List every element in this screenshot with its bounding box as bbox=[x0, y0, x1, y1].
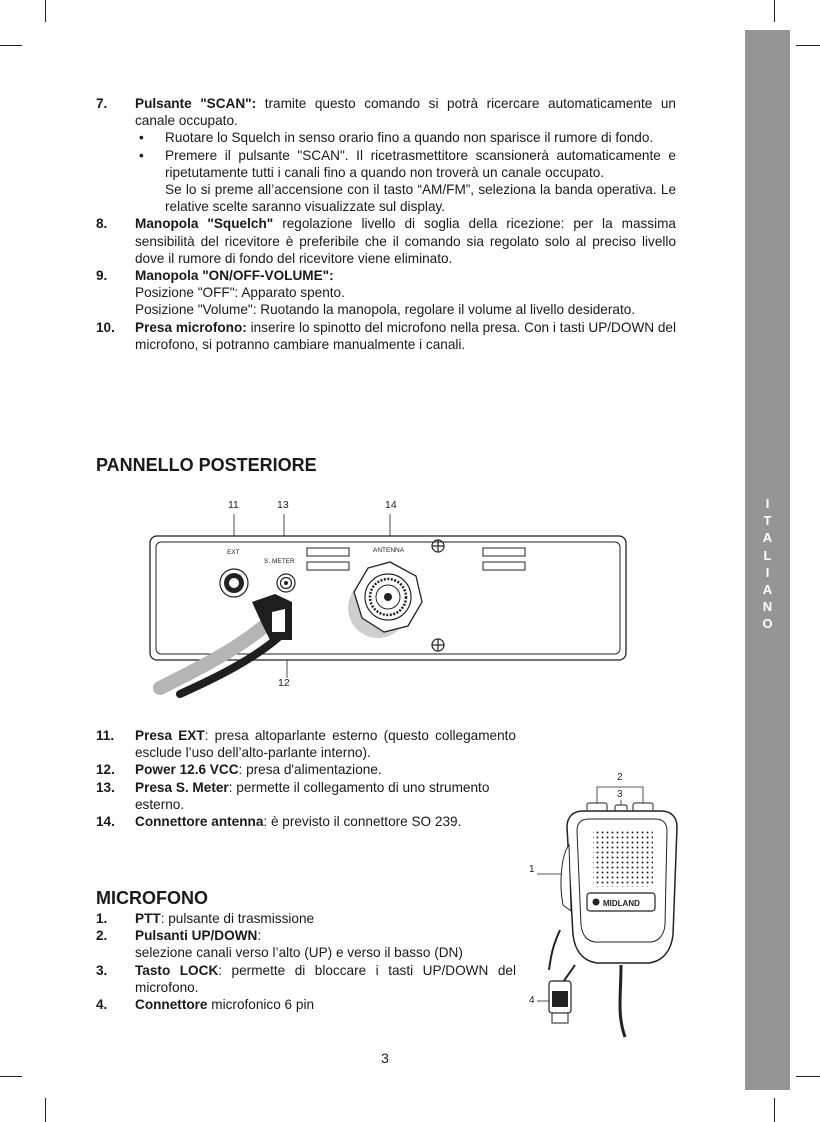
item-text: Posizione "Volume": Ruotando la manopola, regolare il volume al livello desiderato. bbox=[135, 302, 636, 318]
item-text: inserire lo spinotto del microfono nella presa. Con i tasti UP/DOWN del microfono, si potranno cambiare manualmente i canali. bbox=[135, 319, 677, 352]
item-number: 11. bbox=[96, 728, 115, 743]
item-text: : è previsto il connettore SO 239. bbox=[263, 814, 462, 830]
item-number: 3. bbox=[96, 962, 108, 978]
item-title: Manopola "Squelch" bbox=[135, 216, 274, 232]
list-item bbox=[96, 319, 676, 353]
item-number: 9. bbox=[96, 268, 108, 284]
side-letter: T bbox=[763, 513, 772, 529]
callout-12: 12 bbox=[278, 677, 290, 689]
list-item bbox=[96, 215, 676, 267]
item-number: 13. bbox=[96, 779, 115, 795]
item-number: 8. bbox=[96, 216, 108, 232]
bullet-item: • Ruotare lo Squelch in senso orario fino a quando non sparisce il rumore di fondo. bbox=[139, 130, 654, 146]
microphone-heading: MICROFONO bbox=[96, 888, 208, 908]
crop-mark bbox=[796, 1076, 820, 1077]
crop-mark bbox=[45, 1098, 46, 1122]
list-item bbox=[96, 779, 516, 813]
item-number: 1. bbox=[96, 911, 108, 926]
callout-13: 13 bbox=[277, 499, 289, 511]
smeter-label: S. METER bbox=[264, 558, 295, 565]
front-panel-list bbox=[96, 95, 676, 353]
rear-panel-diagram bbox=[140, 490, 640, 700]
list-item bbox=[96, 267, 676, 319]
callout-11: 11 bbox=[228, 499, 239, 511]
crop-mark bbox=[774, 0, 775, 22]
bullet-item: • Premere il pulsante "SCAN". Il ricetrasmettitore scansionerà automaticamente e ripetutamente tutti i canali fino a quando non troverà un canale occupato. bbox=[139, 147, 676, 180]
crop-mark bbox=[0, 45, 22, 46]
item-number: 10. bbox=[96, 319, 115, 335]
item-number: 4. bbox=[96, 997, 108, 1013]
item-title: PTT bbox=[135, 911, 161, 926]
side-letter: I bbox=[765, 564, 770, 580]
smeter-jack-icon bbox=[277, 574, 295, 592]
speaker-grille bbox=[593, 829, 653, 887]
item-number: 7. bbox=[96, 96, 108, 111]
item-text: : permette il collegamento di uno strumento esterno. bbox=[135, 779, 490, 812]
list-item bbox=[96, 727, 516, 761]
callout-14: 14 bbox=[385, 499, 397, 511]
item-text: microfonico 6 pin bbox=[207, 997, 315, 1013]
crop-mark bbox=[796, 45, 820, 46]
side-letter: A bbox=[762, 582, 773, 598]
screw-icon bbox=[432, 639, 444, 651]
side-letter: L bbox=[763, 547, 772, 563]
item-number: 2. bbox=[96, 928, 108, 944]
side-letter: I bbox=[765, 496, 770, 511]
rear-panel-list bbox=[96, 727, 516, 830]
microphone-list bbox=[96, 910, 516, 1013]
list-item bbox=[96, 910, 516, 927]
microphone-diagram bbox=[525, 765, 740, 1040]
crop-mark bbox=[45, 0, 46, 22]
rear-panel-heading: PANNELLO POSTERIORE bbox=[96, 455, 317, 475]
callout-2: 2 bbox=[617, 772, 623, 783]
item-title: Connettore bbox=[135, 997, 208, 1013]
item-title: Connettore antenna bbox=[135, 814, 264, 830]
item-text: : presa d'alimentazione. bbox=[238, 762, 382, 778]
item-text: selezione canali verso l’alto (UP) e verso il basso (DN) bbox=[135, 945, 463, 961]
side-letter: A bbox=[762, 530, 773, 546]
list-item bbox=[96, 996, 516, 1013]
bullet-continuation: Se lo si preme all’accensione con il tasto “AM/FM”, seleziona la banda operativa. Le relative scelte saranno visualizzate sul display. bbox=[165, 182, 676, 215]
item-number: 14. bbox=[96, 814, 115, 830]
item-title: Power 12.6 VCC bbox=[135, 762, 239, 778]
item-title: Pulsante "SCAN": bbox=[135, 96, 257, 111]
page-number: 3 bbox=[381, 1050, 389, 1066]
screw-icon bbox=[432, 540, 444, 552]
item-title: Manopola "ON/OFF-VOLUME": bbox=[135, 268, 334, 284]
callout-4: 4 bbox=[529, 995, 535, 1006]
item-title: Presa S. Meter bbox=[135, 779, 229, 795]
language-side-label bbox=[745, 495, 790, 633]
crop-mark bbox=[774, 1098, 775, 1122]
item-text: regolazione livello di soglia della ricezione: per la massima sensibilità del ricevitore è preferibile che il comando sia regolato solo al preciso livello dove il rumore di fondo del ricevitore viene eliminato. bbox=[135, 216, 676, 266]
item-title: Tasto LOCK bbox=[135, 962, 219, 978]
item-text: tramite questo comando si potrà ricercare automaticamente un canale occupato. bbox=[135, 96, 676, 129]
callout-1: 1 bbox=[529, 864, 535, 875]
item-text: : permette di bloccare i tasti UP/DOWN del microfono. bbox=[135, 962, 516, 995]
callout-3: 3 bbox=[617, 789, 623, 800]
list-item bbox=[96, 962, 516, 996]
antenna-label: ANTENNA bbox=[373, 547, 405, 554]
item-title: Presa microfono: bbox=[135, 319, 247, 335]
crop-mark bbox=[0, 1076, 22, 1077]
ext-jack-icon bbox=[220, 569, 248, 597]
item-text: : presa altoparlante esterno (questo collegamento esclude l’uso dell’alto-parlante interno). bbox=[135, 728, 516, 761]
list-item bbox=[96, 761, 516, 778]
item-title: Pulsanti UP/DOWN bbox=[135, 928, 258, 944]
brand-logo-text: MIDLAND bbox=[603, 899, 640, 908]
list-item bbox=[96, 927, 516, 961]
item-title: Presa EXT bbox=[135, 728, 205, 743]
item-number: 12. bbox=[96, 762, 115, 778]
item-text: : bbox=[257, 928, 262, 944]
item-text: Posizione "OFF": Apparato spento. bbox=[135, 285, 345, 301]
list-item bbox=[96, 813, 516, 830]
item-text: : pulsante di trasmissione bbox=[160, 911, 315, 926]
list-item bbox=[96, 95, 676, 215]
side-letter: O bbox=[762, 616, 773, 632]
ext-label: EXT bbox=[227, 549, 240, 556]
side-letter: N bbox=[762, 599, 773, 615]
